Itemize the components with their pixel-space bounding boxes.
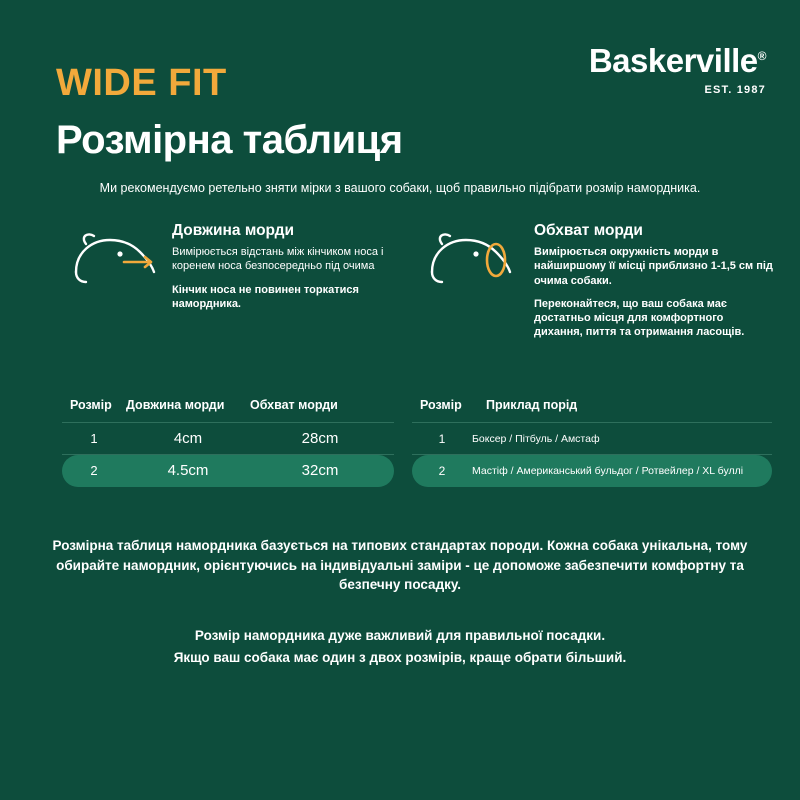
measurement-heading-length: Довжина морди (172, 222, 295, 239)
note-secondary-line-1: Розмір намордника дуже важливий для правильної посадки. (194, 628, 606, 643)
size-cell: 2 (438, 463, 446, 478)
breeds-cell: Мастіф / Американський бульдог / Ротвейлер / XL буллі (472, 464, 744, 477)
size-table-header-girth: Обхват морди (250, 398, 338, 412)
page-subtitle: Ми рекомендуємо ретельно зняти мірки з вашого собаки, щоб правильно підібрати розмір намордника. (99, 181, 701, 195)
table-row[interactable] (412, 423, 772, 455)
measurement-paragraph-1: Вимірюється відстань між кінчиком носа і коренем носа безпосередньо під очима (172, 246, 384, 273)
breed-table-header (412, 398, 772, 423)
size-cell: 2 (90, 463, 98, 478)
size-cell: 1 (438, 431, 446, 446)
eyebrow-wide-fit: WIDE FIT (56, 62, 227, 104)
size-table-header-size: Розмір (70, 398, 112, 412)
measurement-block-girth (424, 222, 774, 349)
table-row[interactable] (62, 455, 394, 487)
measurement-paragraph-4: Переконайтеся, що ваш собака має достатньо місця для комфортного дихання, пиття та отримання ласощів. (534, 297, 745, 339)
measurement-text-girth (534, 222, 774, 349)
dog-head-snout-girth-icon (424, 222, 524, 349)
measurement-paragraph-3: Вимірюється окружність морди в найширшому її місці приблизно 1-1,5 см під очима собаки. (534, 246, 773, 287)
table-row[interactable] (412, 455, 772, 487)
brand-name: Baskerville® (588, 42, 766, 79)
breed-table-header-size: Розмір (420, 398, 462, 412)
size-table-header-length: Довжина морди (126, 398, 225, 412)
size-table (62, 398, 394, 487)
registered-trademark-icon: ® (757, 49, 766, 63)
brand-lockup (589, 44, 766, 96)
note-primary: Розмірна таблиця намордника базується на типових стандартах породи. Кожна собака унікальна, тому обирайте намордник, орієнтуючись на індивідуальні заміри - це допоможе забезпечити комфортну та безпечну посадку. (52, 538, 748, 593)
measurement-paragraph-2: Кінчик носа не повинен торкатися намордника. (172, 283, 359, 310)
length-cell: 4cm (173, 430, 203, 447)
measurement-text-length (172, 222, 402, 320)
size-cell: 1 (90, 431, 98, 446)
measurement-block-length (62, 222, 402, 320)
size-table-header (62, 398, 394, 423)
breeds-cell: Боксер / Пітбуль / Амстаф (472, 432, 600, 445)
table-row[interactable] (62, 423, 394, 455)
breed-table-header-breeds: Приклад порід (486, 398, 578, 412)
measurement-heading-girth: Обхват морди (534, 222, 643, 239)
breed-table (412, 398, 772, 487)
note-secondary (0, 626, 800, 669)
length-cell: 4.5cm (167, 462, 209, 479)
brand-est: EST. 1987 (704, 84, 766, 96)
girth-cell: 28cm (301, 430, 339, 447)
page-title: Розмірна таблиця (56, 118, 403, 162)
girth-cell: 32cm (301, 462, 339, 479)
dog-head-snout-length-icon (62, 222, 162, 320)
note-secondary-line-2: Якщо ваш собака має один з двох розмірів, краще обрати більший. (173, 649, 627, 665)
